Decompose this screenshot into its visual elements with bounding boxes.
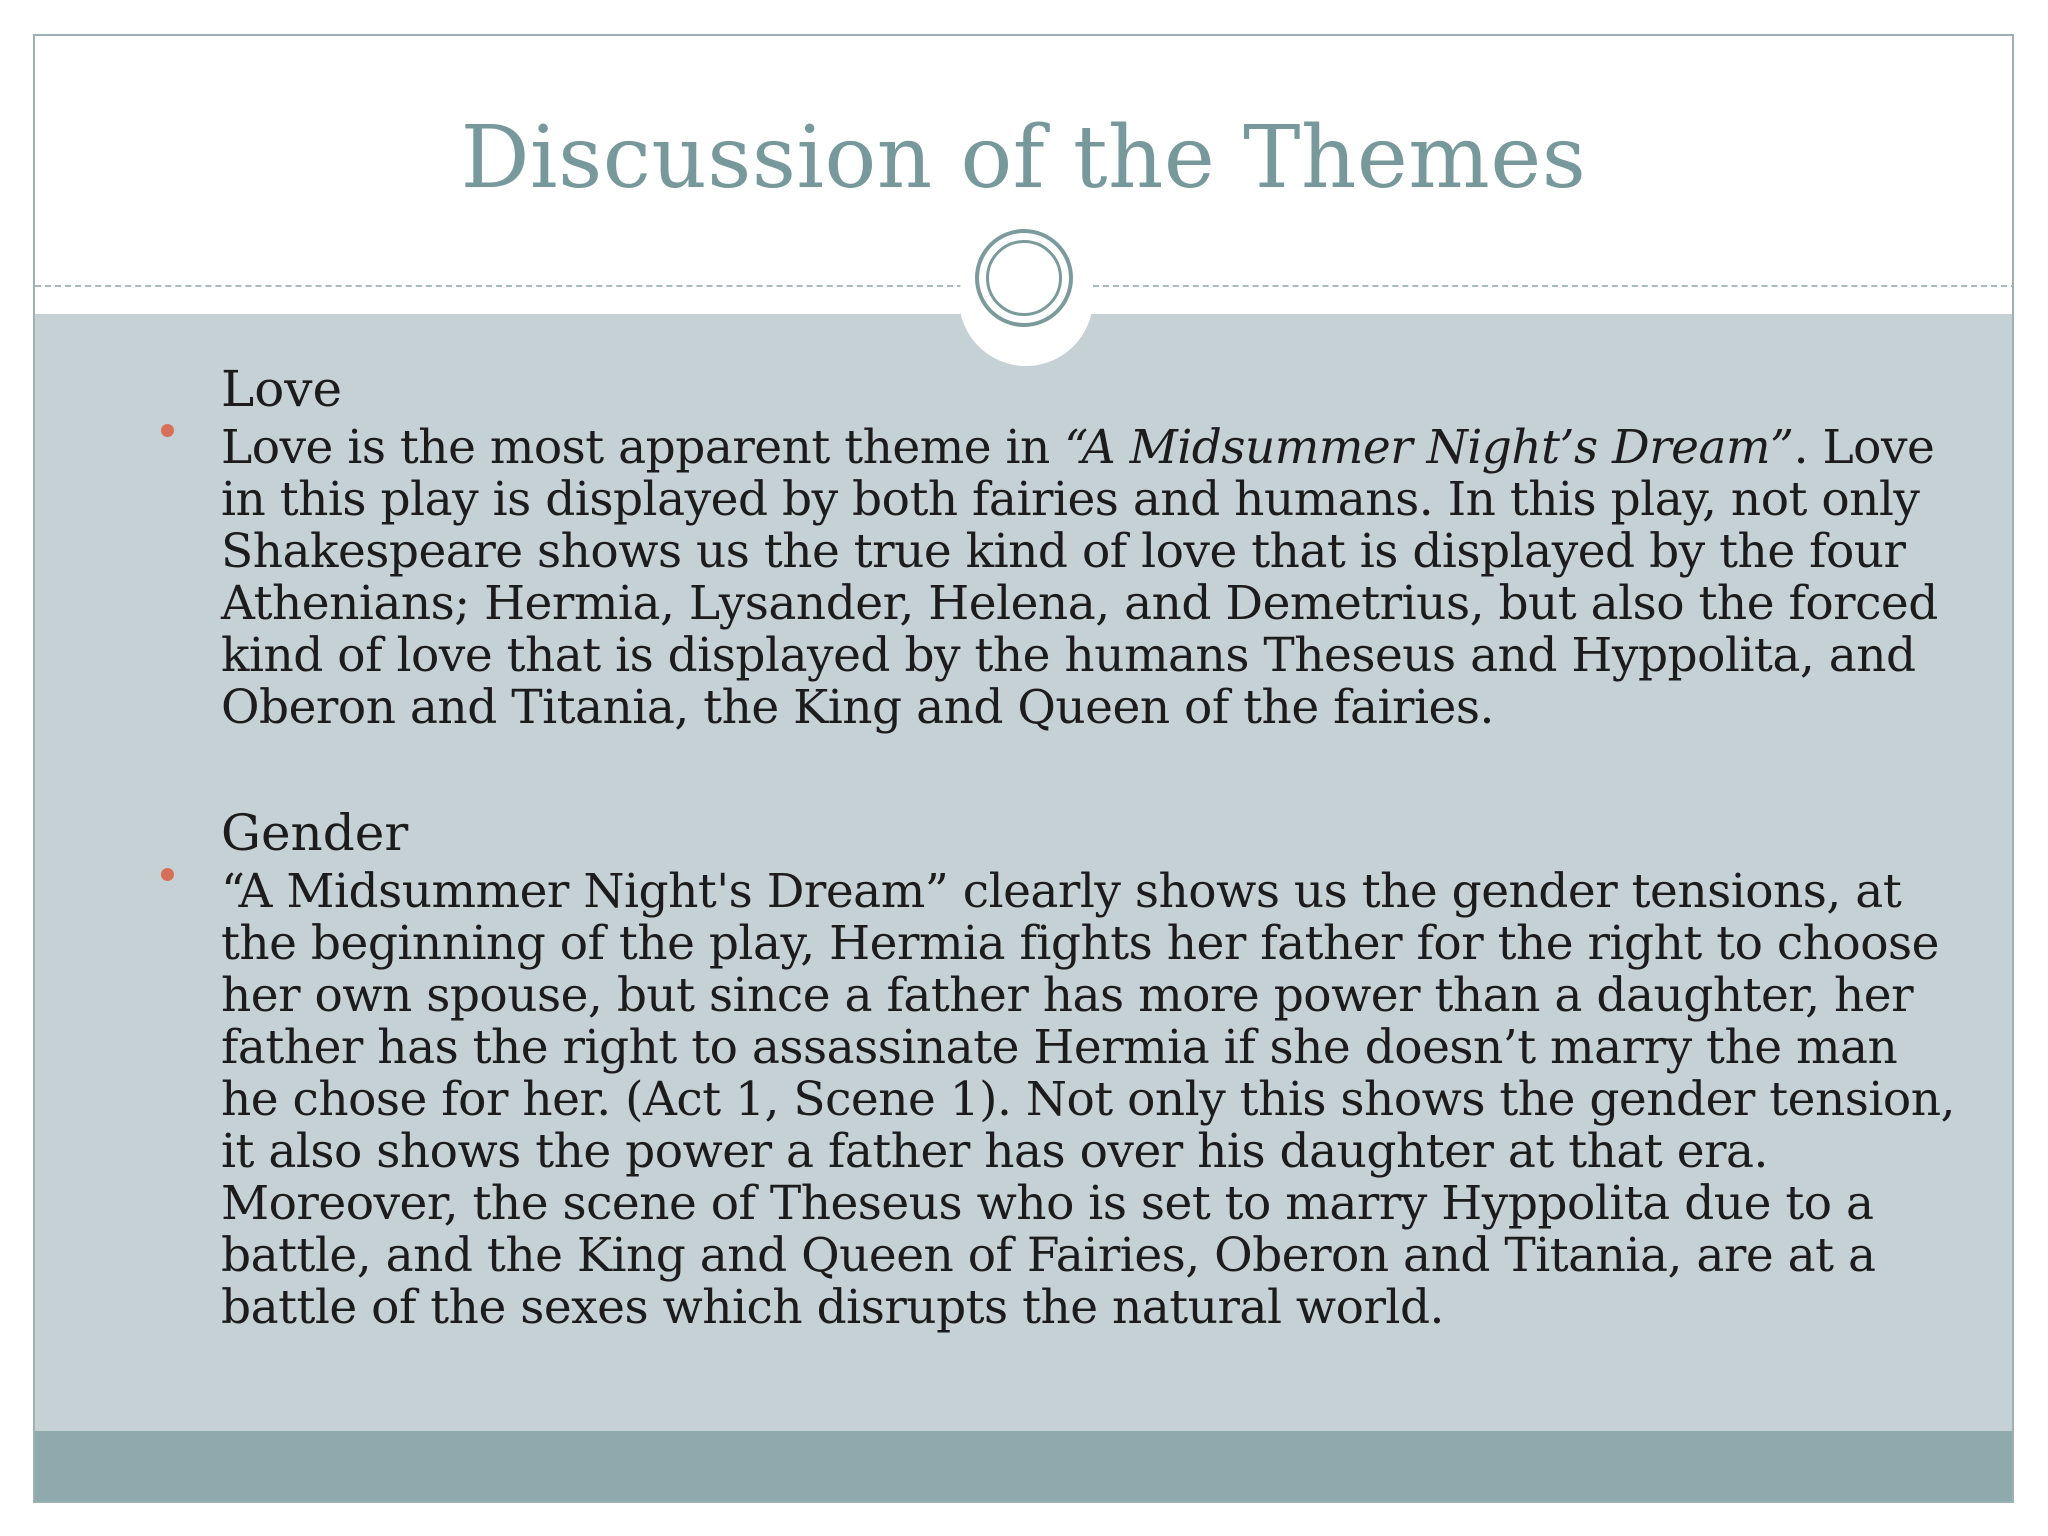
- bullet-dot-icon: [161, 424, 174, 437]
- bullet-love: [185, 358, 1965, 734]
- bullet-paragraph-love: [185, 422, 1965, 734]
- love-text-end: . Love in this play is displayed by both fairies and humans. In this play, not only Shakespeare shows us the true kind of love that is displayed by the four Athenians; Hermia, Lysander, Helena, and Demetrius, but also the forced kind of love that is displayed by the humans Theseus and Hyppolita, and Oberon and Titania, the King and Queen of the fairies.: [221, 420, 1938, 735]
- title-divider-left: [35, 285, 963, 287]
- slide-body: [185, 358, 1965, 1334]
- footer-band: [35, 1431, 2012, 1503]
- bullet-heading-love: Love: [221, 360, 343, 418]
- slide: [33, 34, 2014, 1503]
- love-text-start: Love is the most apparent theme in: [221, 420, 1065, 475]
- ring-ornament-inner-icon: [986, 240, 1062, 316]
- love-text-play-title: “A Midsummer Night’s Dream”: [1064, 420, 1794, 475]
- bullet-gender: [185, 802, 1965, 1334]
- slide-title: Discussion of the Themes: [460, 108, 1587, 208]
- bullet-heading-gender: Gender: [221, 804, 409, 862]
- bullet-dot-icon: [161, 868, 174, 881]
- bullet-paragraph-gender: “A Midsummer Night's Dream” clearly shows us the gender tensions, at the beginning of the play, Hermia fights her father for the right to choose her own spouse, but since a father has more power than a daughter, her father has the right to assassinate Hermia if she doesn’t marry the man he chose for her. (Act 1, Scene 1). Not only this shows the gender tension, it also shows the power a father has over his daughter at that era. Moreover, the scene of Theseus who is set to marry Hyppolita due to a battle, and the King and Queen of Fairies, Oberon and Titania, are at a battle of the sexes which disrupts the natural world.: [221, 864, 1955, 1335]
- title-divider-right: [1093, 285, 2014, 287]
